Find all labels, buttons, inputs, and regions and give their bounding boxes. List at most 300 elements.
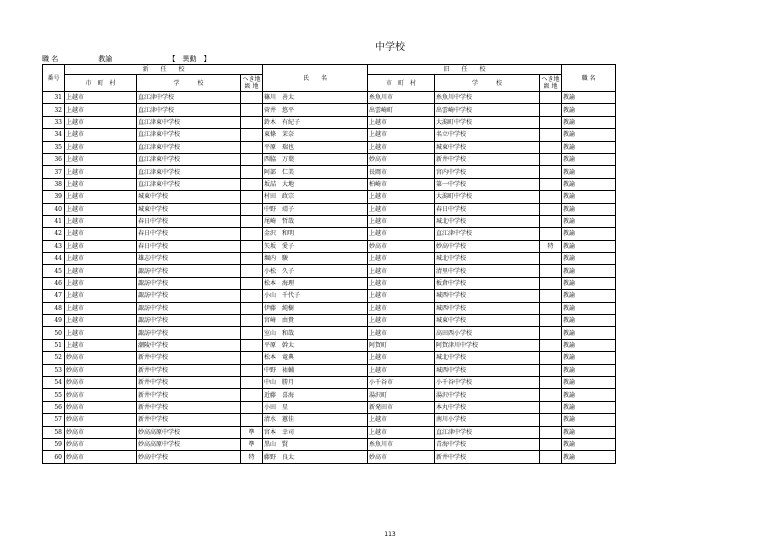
new-school: 諏訪中学校 bbox=[137, 265, 241, 277]
row-number: 54 bbox=[43, 376, 65, 388]
person-name: 村田 政宗 bbox=[263, 191, 368, 203]
post: 教諭 bbox=[562, 389, 616, 401]
new-school: 諏訪中学校 bbox=[137, 327, 241, 339]
new-city: 妙高市 bbox=[65, 451, 137, 463]
new-remote-grade bbox=[241, 215, 263, 227]
old-school: 城北中学校 bbox=[435, 352, 540, 364]
new-school: 諏訪中学校 bbox=[137, 302, 241, 314]
new-school: 新井中学校 bbox=[137, 401, 241, 413]
old-school: 妙高中学校 bbox=[435, 240, 540, 252]
new-city: 上越市 bbox=[65, 104, 137, 116]
table-row bbox=[43, 129, 616, 141]
old-remote-grade bbox=[540, 364, 562, 376]
new-school: 春日中学校 bbox=[137, 240, 241, 252]
new-remote-grade bbox=[241, 277, 263, 289]
new-remote-grade bbox=[241, 327, 263, 339]
new-city: 上越市 bbox=[65, 265, 137, 277]
page-title: 中学校 bbox=[375, 42, 405, 53]
old-school: 城東中学校 bbox=[435, 315, 540, 327]
old-city: 上越市 bbox=[368, 414, 435, 426]
person-name: 宮本 幸司 bbox=[263, 426, 368, 438]
row-number: 53 bbox=[43, 364, 65, 376]
old-remote-grade bbox=[540, 166, 562, 178]
post: 教諭 bbox=[562, 376, 616, 388]
table-row bbox=[43, 141, 616, 153]
new-remote-grade bbox=[241, 129, 263, 141]
header-new-remote: へき地 級 地 bbox=[242, 76, 261, 90]
new-city: 上越市 bbox=[65, 141, 137, 153]
new-city: 妙高市 bbox=[65, 414, 137, 426]
table-row bbox=[43, 153, 616, 165]
old-school: 新井中学校 bbox=[435, 451, 540, 463]
post: 教諭 bbox=[562, 253, 616, 265]
post: 教諭 bbox=[562, 92, 616, 104]
row-number: 31 bbox=[43, 92, 65, 104]
old-school: 南川小学校 bbox=[435, 414, 540, 426]
old-school: 直江津中学校 bbox=[435, 228, 540, 240]
new-city: 上越市 bbox=[65, 240, 137, 252]
table-row bbox=[43, 339, 616, 351]
row-number: 40 bbox=[43, 203, 65, 215]
new-school: 春日中学校 bbox=[137, 215, 241, 227]
new-city: 上越市 bbox=[65, 191, 137, 203]
old-city: 上越市 bbox=[368, 426, 435, 438]
table-row bbox=[43, 426, 616, 438]
old-school: 新井中学校 bbox=[435, 153, 540, 165]
person-name: 篠川 善太 bbox=[263, 92, 368, 104]
old-school: 大潟町中学校 bbox=[435, 191, 540, 203]
old-city: 上越市 bbox=[368, 141, 435, 153]
person-name: 伊藤 純樹 bbox=[263, 302, 368, 314]
new-remote-grade bbox=[241, 290, 263, 302]
person-name: 近藤 喜海 bbox=[263, 389, 368, 401]
header-post: 職 名 bbox=[562, 65, 616, 92]
old-city: 妙高市 bbox=[368, 240, 435, 252]
person-name: 藤野 良太 bbox=[263, 451, 368, 463]
new-remote-grade bbox=[241, 339, 263, 351]
new-school: 潮陵中学校 bbox=[137, 339, 241, 351]
post: 教諭 bbox=[562, 339, 616, 351]
old-school: 出雲崎中学校 bbox=[435, 104, 540, 116]
post: 教諭 bbox=[562, 426, 616, 438]
new-school: 春日中学校 bbox=[137, 228, 241, 240]
new-city: 妙高市 bbox=[65, 376, 137, 388]
post: 教諭 bbox=[562, 178, 616, 190]
old-remote-grade bbox=[540, 116, 562, 128]
old-remote-grade bbox=[540, 253, 562, 265]
header-name: 氏 名 bbox=[263, 65, 368, 92]
new-remote-grade bbox=[241, 401, 263, 413]
header-old-school: 旧 任 校 bbox=[368, 65, 562, 75]
person-name: 阿部 仁美 bbox=[263, 166, 368, 178]
old-remote-grade bbox=[540, 228, 562, 240]
post: 教諭 bbox=[562, 302, 616, 314]
new-remote-grade: 準 bbox=[241, 438, 263, 450]
old-school: 大潟町中学校 bbox=[435, 116, 540, 128]
row-number: 37 bbox=[43, 166, 65, 178]
person-name: 黒山 賢 bbox=[263, 438, 368, 450]
row-number: 49 bbox=[43, 315, 65, 327]
person-name: 中山 勝月 bbox=[263, 376, 368, 388]
post: 教諭 bbox=[562, 327, 616, 339]
old-school: 城西中学校 bbox=[435, 364, 540, 376]
old-remote-grade bbox=[540, 203, 562, 215]
old-remote-grade bbox=[540, 129, 562, 141]
new-remote-grade bbox=[241, 302, 263, 314]
old-remote-grade bbox=[540, 153, 562, 165]
row-number: 47 bbox=[43, 290, 65, 302]
new-remote-grade bbox=[241, 141, 263, 153]
row-number: 39 bbox=[43, 191, 65, 203]
new-school: 新井中学校 bbox=[137, 414, 241, 426]
transfer-table bbox=[42, 64, 616, 464]
new-school: 直江津東中学校 bbox=[137, 129, 241, 141]
new-remote-grade: 準 bbox=[241, 426, 263, 438]
header-new-school: 新 任 校 bbox=[65, 65, 263, 75]
new-remote-grade bbox=[241, 191, 263, 203]
table-row bbox=[43, 277, 616, 289]
person-name: 清水 蕙佳 bbox=[263, 414, 368, 426]
person-name: 金沢 和明 bbox=[263, 228, 368, 240]
table-row bbox=[43, 364, 616, 376]
new-school: 諏訪中学校 bbox=[137, 277, 241, 289]
table-row bbox=[43, 92, 616, 104]
old-school: 湯沢中学校 bbox=[435, 389, 540, 401]
table-row bbox=[43, 315, 616, 327]
old-city: 上越市 bbox=[368, 191, 435, 203]
new-city: 上越市 bbox=[65, 339, 137, 351]
post: 教諭 bbox=[562, 228, 616, 240]
table-row bbox=[43, 104, 616, 116]
old-school: 宮内中学校 bbox=[435, 166, 540, 178]
row-number: 44 bbox=[43, 253, 65, 265]
row-number: 36 bbox=[43, 153, 65, 165]
new-remote-grade bbox=[241, 265, 263, 277]
old-school: 名立中学校 bbox=[435, 129, 540, 141]
new-city: 妙高市 bbox=[65, 352, 137, 364]
new-school: 妙高高原中学校 bbox=[137, 438, 241, 450]
old-remote-grade bbox=[540, 327, 562, 339]
row-number: 56 bbox=[43, 401, 65, 413]
table-row bbox=[43, 203, 616, 215]
row-number: 46 bbox=[43, 277, 65, 289]
old-city: 柏崎市 bbox=[368, 178, 435, 190]
header-old-city: 市 町 村 bbox=[368, 75, 435, 92]
person-name: 松本 竜典 bbox=[263, 352, 368, 364]
person-name: 小山 千代子 bbox=[263, 290, 368, 302]
old-remote-grade bbox=[540, 302, 562, 314]
post: 教諭 bbox=[562, 414, 616, 426]
meta-label: 職 名 bbox=[42, 55, 59, 63]
post: 教諭 bbox=[562, 141, 616, 153]
post: 教諭 bbox=[562, 215, 616, 227]
old-city: 上越市 bbox=[368, 253, 435, 265]
meta-type: 【 異動 】 bbox=[168, 55, 211, 63]
old-city: 妙高市 bbox=[368, 451, 435, 463]
person-name: 東條 茉奈 bbox=[263, 129, 368, 141]
old-city: 糸魚川市 bbox=[368, 438, 435, 450]
old-city: 上越市 bbox=[368, 352, 435, 364]
post: 教諭 bbox=[562, 129, 616, 141]
post: 教諭 bbox=[562, 104, 616, 116]
old-remote-grade bbox=[540, 277, 562, 289]
row-number: 41 bbox=[43, 215, 65, 227]
table-row bbox=[43, 228, 616, 240]
header-number: 番号 bbox=[43, 65, 65, 92]
new-remote-grade bbox=[241, 315, 263, 327]
old-city: 上越市 bbox=[368, 277, 435, 289]
row-number: 33 bbox=[43, 116, 65, 128]
old-remote-grade bbox=[540, 426, 562, 438]
person-name: 中野 靖子 bbox=[263, 203, 368, 215]
table-row bbox=[43, 327, 616, 339]
new-school: 直江津中学校 bbox=[137, 92, 241, 104]
person-name: 小田 星 bbox=[263, 401, 368, 413]
person-name: 堀内 駿 bbox=[263, 253, 368, 265]
old-school: 春日中学校 bbox=[435, 203, 540, 215]
person-name: 矢坂 愛子 bbox=[263, 240, 368, 252]
table-row bbox=[43, 414, 616, 426]
new-city: 妙高市 bbox=[65, 364, 137, 376]
new-city: 上越市 bbox=[65, 327, 137, 339]
post: 教諭 bbox=[562, 166, 616, 178]
row-number: 57 bbox=[43, 414, 65, 426]
old-city: 上越市 bbox=[368, 129, 435, 141]
old-city: 湯沢町 bbox=[368, 389, 435, 401]
old-remote-grade bbox=[540, 438, 562, 450]
old-city: 妙高市 bbox=[368, 153, 435, 165]
header-old-remote: へき地 級 地 bbox=[541, 76, 560, 90]
row-number: 48 bbox=[43, 302, 65, 314]
new-city: 上越市 bbox=[65, 302, 137, 314]
old-school: 阿賀津川中学校 bbox=[435, 339, 540, 351]
post: 教諭 bbox=[562, 364, 616, 376]
new-city: 上越市 bbox=[65, 315, 137, 327]
table-row bbox=[43, 401, 616, 413]
table-row bbox=[43, 116, 616, 128]
new-school: 諏訪中学校 bbox=[137, 315, 241, 327]
new-city: 上越市 bbox=[65, 129, 137, 141]
new-city: 妙高市 bbox=[65, 426, 137, 438]
row-number: 58 bbox=[43, 426, 65, 438]
post: 教諭 bbox=[562, 315, 616, 327]
meta-line bbox=[42, 54, 210, 64]
old-remote-grade bbox=[540, 290, 562, 302]
person-name: 平原 幹太 bbox=[263, 339, 368, 351]
post: 教諭 bbox=[562, 191, 616, 203]
row-number: 52 bbox=[43, 352, 65, 364]
new-city: 上越市 bbox=[65, 290, 137, 302]
table-row bbox=[43, 265, 616, 277]
old-remote-grade bbox=[540, 414, 562, 426]
new-city: 上越市 bbox=[65, 178, 137, 190]
new-remote-grade bbox=[241, 376, 263, 388]
new-school: 直江津東中学校 bbox=[137, 141, 241, 153]
row-number: 43 bbox=[43, 240, 65, 252]
new-remote-grade bbox=[241, 203, 263, 215]
new-school: 妙高高原中学校 bbox=[137, 426, 241, 438]
table-row bbox=[43, 215, 616, 227]
post: 教諭 bbox=[562, 277, 616, 289]
new-city: 上越市 bbox=[65, 92, 137, 104]
new-school: 新井中学校 bbox=[137, 389, 241, 401]
table-row bbox=[43, 290, 616, 302]
person-name: 坂詰 大地 bbox=[263, 178, 368, 190]
old-remote-grade bbox=[540, 352, 562, 364]
new-school: 直江津中学校 bbox=[137, 104, 241, 116]
old-remote-grade bbox=[540, 178, 562, 190]
new-school: 新井中学校 bbox=[137, 352, 241, 364]
page-number: 113 bbox=[384, 531, 396, 538]
person-name: 小松 久子 bbox=[263, 265, 368, 277]
old-city: 阿賀町 bbox=[368, 339, 435, 351]
table-row bbox=[43, 451, 616, 463]
header-new-city: 市 町 村 bbox=[65, 75, 137, 92]
old-remote-grade bbox=[540, 265, 562, 277]
row-number: 42 bbox=[43, 228, 65, 240]
meta-value: 教諭 bbox=[98, 55, 113, 63]
new-city: 上越市 bbox=[65, 153, 137, 165]
person-name: 西脇 万葉 bbox=[263, 153, 368, 165]
old-remote-grade bbox=[540, 141, 562, 153]
old-city: 上越市 bbox=[368, 302, 435, 314]
old-school: 城北中学校 bbox=[435, 215, 540, 227]
new-city: 上越市 bbox=[65, 228, 137, 240]
row-number: 59 bbox=[43, 438, 65, 450]
new-city: 上越市 bbox=[65, 215, 137, 227]
old-remote-grade: 特 bbox=[540, 240, 562, 252]
new-remote-grade bbox=[241, 414, 263, 426]
table-row bbox=[43, 253, 616, 265]
new-city: 上越市 bbox=[65, 253, 137, 265]
old-city: 上越市 bbox=[368, 203, 435, 215]
row-number: 35 bbox=[43, 141, 65, 153]
old-city: 上越市 bbox=[368, 327, 435, 339]
new-school: 直江津東中学校 bbox=[137, 116, 241, 128]
post: 教諭 bbox=[562, 265, 616, 277]
new-city: 妙高市 bbox=[65, 438, 137, 450]
post: 教諭 bbox=[562, 438, 616, 450]
old-school: 第一中学校 bbox=[435, 178, 540, 190]
old-school: 小千谷中学校 bbox=[435, 376, 540, 388]
old-remote-grade bbox=[540, 339, 562, 351]
row-number: 60 bbox=[43, 451, 65, 463]
new-remote-grade bbox=[241, 116, 263, 128]
old-school: 城北中学校 bbox=[435, 253, 540, 265]
new-school: 雄志中学校 bbox=[137, 253, 241, 265]
old-city: 出雲崎町 bbox=[368, 104, 435, 116]
old-school: 板倉中学校 bbox=[435, 277, 540, 289]
post: 教諭 bbox=[562, 203, 616, 215]
old-remote-grade bbox=[540, 92, 562, 104]
new-school: 新井中学校 bbox=[137, 376, 241, 388]
new-city: 妙高市 bbox=[65, 389, 137, 401]
new-remote-grade bbox=[241, 166, 263, 178]
person-name: 宮﨑 由貴 bbox=[263, 315, 368, 327]
new-school: 直江津東中学校 bbox=[137, 178, 241, 190]
new-city: 上越市 bbox=[65, 116, 137, 128]
old-remote-grade bbox=[540, 191, 562, 203]
table-row bbox=[43, 240, 616, 252]
new-remote-grade bbox=[241, 153, 263, 165]
new-school: 諏訪中学校 bbox=[137, 290, 241, 302]
new-remote-grade: 特 bbox=[241, 451, 263, 463]
old-city: 小千谷市 bbox=[368, 376, 435, 388]
new-city: 妙高市 bbox=[65, 401, 137, 413]
new-remote-grade bbox=[241, 253, 263, 265]
person-name: 平原 瑞也 bbox=[263, 141, 368, 153]
old-remote-grade bbox=[540, 315, 562, 327]
row-number: 55 bbox=[43, 389, 65, 401]
new-city: 上越市 bbox=[65, 277, 137, 289]
old-city: 上越市 bbox=[368, 228, 435, 240]
new-school: 城東中学校 bbox=[137, 191, 241, 203]
new-remote-grade bbox=[241, 104, 263, 116]
old-remote-grade bbox=[540, 451, 562, 463]
old-remote-grade bbox=[540, 104, 562, 116]
new-remote-grade bbox=[241, 364, 263, 376]
row-number: 34 bbox=[43, 129, 65, 141]
table-row bbox=[43, 166, 616, 178]
old-school: 城東中学校 bbox=[435, 141, 540, 153]
new-remote-grade bbox=[241, 240, 263, 252]
old-city: 新発田市 bbox=[368, 401, 435, 413]
new-remote-grade bbox=[241, 352, 263, 364]
person-name: 尾崎 哲哉 bbox=[263, 215, 368, 227]
table-row bbox=[43, 178, 616, 190]
new-school: 直江津東中学校 bbox=[137, 153, 241, 165]
old-city: 上越市 bbox=[368, 265, 435, 277]
table-row bbox=[43, 389, 616, 401]
row-number: 38 bbox=[43, 178, 65, 190]
old-school: 青海中学校 bbox=[435, 438, 540, 450]
post: 教諭 bbox=[562, 451, 616, 463]
person-name: 松本 海理 bbox=[263, 277, 368, 289]
person-name: 鈴木 有紀子 bbox=[263, 116, 368, 128]
post: 教諭 bbox=[562, 352, 616, 364]
new-city: 上越市 bbox=[65, 166, 137, 178]
table-row bbox=[43, 191, 616, 203]
header-old-school-name: 学 校 bbox=[435, 75, 540, 92]
post: 教諭 bbox=[562, 290, 616, 302]
new-remote-grade bbox=[241, 228, 263, 240]
person-name: 室山 和哉 bbox=[263, 327, 368, 339]
old-remote-grade bbox=[540, 389, 562, 401]
table-row bbox=[43, 302, 616, 314]
post: 教諭 bbox=[562, 240, 616, 252]
old-school: 本丸中学校 bbox=[435, 401, 540, 413]
new-remote-grade bbox=[241, 92, 263, 104]
old-city: 上越市 bbox=[368, 315, 435, 327]
row-number: 32 bbox=[43, 104, 65, 116]
old-city: 上越市 bbox=[368, 116, 435, 128]
old-city: 上越市 bbox=[368, 290, 435, 302]
new-school: 新井中学校 bbox=[137, 364, 241, 376]
new-school: 城東中学校 bbox=[137, 203, 241, 215]
old-remote-grade bbox=[540, 215, 562, 227]
old-city: 上越市 bbox=[368, 215, 435, 227]
table-row bbox=[43, 376, 616, 388]
table-row bbox=[43, 352, 616, 364]
old-school: 清里中学校 bbox=[435, 265, 540, 277]
old-city: 上越市 bbox=[368, 364, 435, 376]
row-number: 50 bbox=[43, 327, 65, 339]
new-remote-grade bbox=[241, 178, 263, 190]
old-school: 直江津中学校 bbox=[435, 426, 540, 438]
old-school: 糸魚川中学校 bbox=[435, 92, 540, 104]
new-school: 妙高中学校 bbox=[137, 451, 241, 463]
post: 教諭 bbox=[562, 116, 616, 128]
